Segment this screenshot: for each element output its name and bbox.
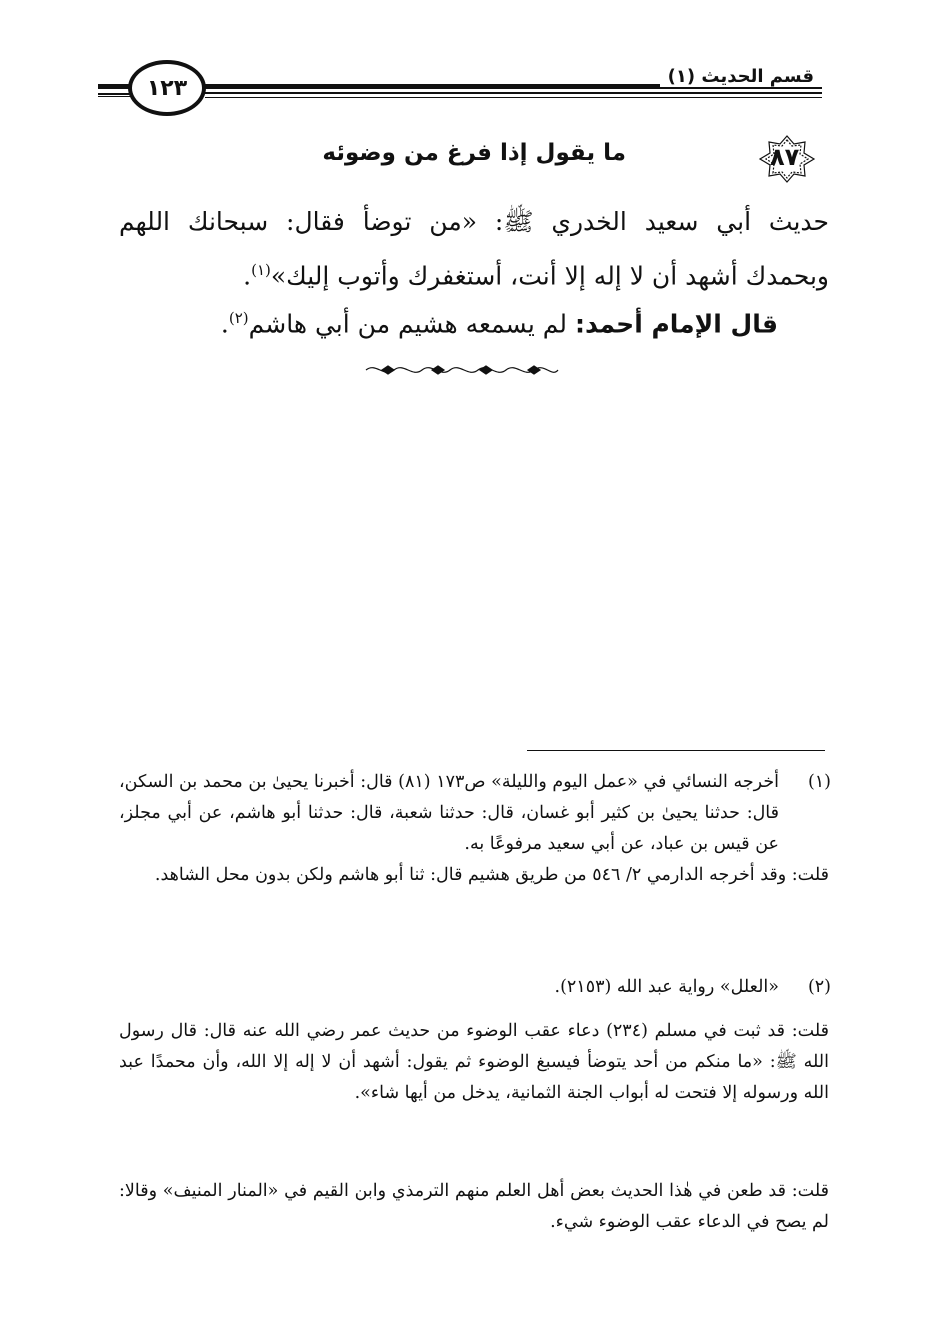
footnote-1 bbox=[119, 767, 829, 891]
footnote-ref-1: (١) bbox=[251, 261, 271, 279]
hadith-text: حديث أبي سعيد الخدري ﷺ: «من توضأ فقال: سبحانك اللهم وبحمدك أشهد أن لا إله إلا أنت، أستغفرك وأتوب إليك» bbox=[119, 207, 829, 291]
footnote-2-text: «العلل» رواية عبد الله (٢١٥٣). bbox=[554, 977, 779, 997]
footnote-separator bbox=[527, 750, 825, 751]
header-rule-hairline bbox=[205, 97, 822, 98]
chapter-title: ما يقول إذا فرغ من وضوئه bbox=[322, 140, 626, 166]
imam-paragraph bbox=[221, 294, 778, 348]
page-number-badge bbox=[128, 60, 206, 116]
footnote-2 bbox=[119, 972, 829, 1003]
running-header-title: قسم الحديث (١) bbox=[660, 66, 822, 87]
footnote-2-number: (٢) bbox=[807, 977, 831, 997]
hadith-end: . bbox=[243, 261, 252, 291]
footnote-1-text: أخرجه النسائي في «عمل اليوم والليلة» ص١٧٣ (٨١) قال: أخبرنا يحيىٰ بن محمد بن السكن، قال: حدثنا يحيىٰ بن كثير أبو غسان، قال: حدثنا شعبة، قال: حدثنا أبو هاشم، عن أبي مجلز، عن قيس بن عباد، عن أبي سعيد مرفوعًا به. bbox=[119, 772, 779, 854]
section-divider-ornament bbox=[362, 360, 562, 380]
imam-label: قال الإمام أحمد: bbox=[574, 309, 778, 339]
footnote-1-note: قلت: وقد أخرجه الدارمي ٢/ ٥٤٦ من طريق هشيم قال: ثنا أبو هاشم ولكن بدون محل الشاهد. bbox=[154, 865, 829, 885]
footnote-1-number: (١) bbox=[807, 772, 831, 792]
footnote-2-note-1: قلت: قد ثبت في مسلم (٢٣٤) دعاء عقب الوضوء من حديث عمر رضي الله عنه قال: قال رسول الله ﷺ: «ما منكم من أحد يتوضأ فيسبغ الوضوء ثم يقول: أشهد أن لا إله إلا الله، وأن محمدًا عبد الله ورسوله إلا فتحت له أبواب الجنة الثمانية، يدخل من أيها شاء». bbox=[119, 1021, 829, 1103]
header-rule-thin bbox=[205, 92, 822, 94]
imam-end: . bbox=[220, 309, 229, 339]
chapter-number: ٨٧ bbox=[770, 143, 800, 171]
footnote-2-note-2: قلت: قد طعن في هٰذا الحديث بعض أهل العلم منهم الترمذي وابن القيم في «المنار المنيف» وقالا: لم يصح في الدعاء عقب الوضوء شيء. bbox=[119, 1181, 829, 1232]
imam-text: لم يسمعه هشيم من أبي هاشم bbox=[248, 309, 568, 339]
hadith-paragraph bbox=[119, 198, 829, 300]
page-number: ١٢٣ bbox=[146, 75, 188, 101]
footnote-ref-2: (٢) bbox=[228, 309, 249, 327]
